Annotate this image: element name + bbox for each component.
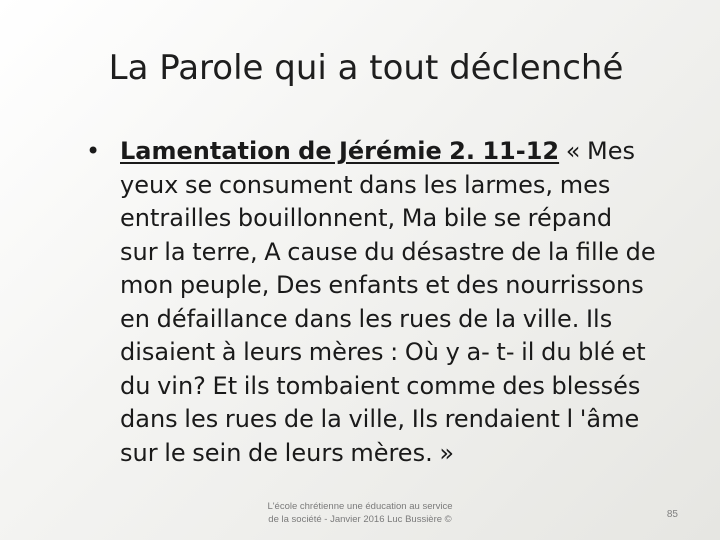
footer	[252, 500, 468, 526]
bullet-marker: •	[86, 137, 101, 165]
page-number: 85	[666, 509, 678, 520]
slide-title: La Parole qui a tout déclenché	[108, 48, 624, 88]
bullet-text	[120, 135, 656, 470]
scripture-reference: Lamentation de Jérémie 2. 11-12	[120, 137, 560, 165]
footer-line-1: L'école chrétienne une éducation au service	[267, 501, 453, 512]
scripture-quote: « Mes yeux se consument dans les larmes, mes entrailles bouillonnent, Ma bile se répand sur la terre, A cause du désastre de la fille de mon peuple, Des enfants et des nourrissons en défaillance dans les rues de la ville. Ils disaient à leurs mères : Où y a- t- il du blé et du vin? Et ils tombaient comme des blessés dans les rues de la ville, Ils rendaient l 'âme sur le sein de leurs mères. »	[120, 137, 656, 467]
footer-line-2: de la société - Janvier 2016 Luc Bussière ©	[268, 514, 452, 525]
